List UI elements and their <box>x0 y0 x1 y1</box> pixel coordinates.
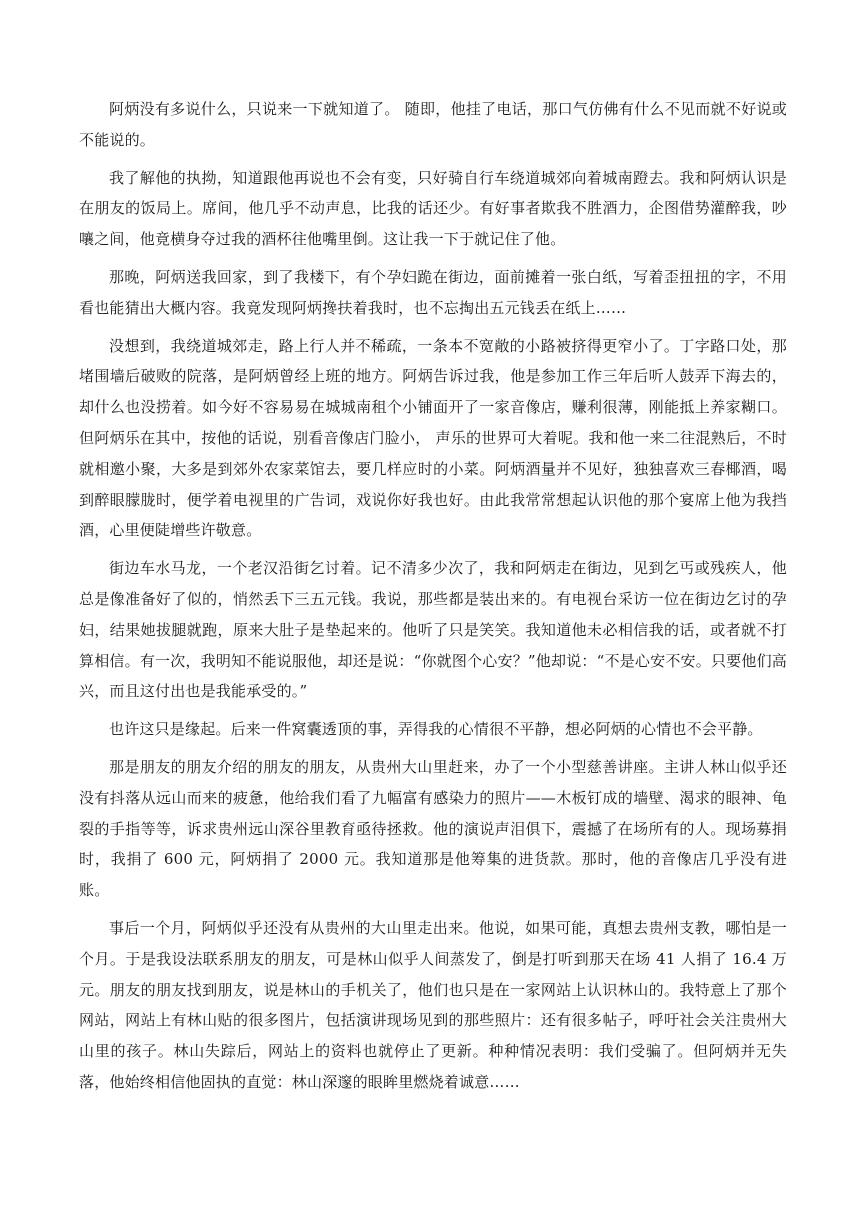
paragraph-6: 也许这只是缘起。后来一件窝囊透顶的事，弄得我的心情很不平静，想必阿炳的心情也不会平静。 <box>109 720 763 739</box>
paragraph-1: 阿炳没有多说什么，只说来一下就知道了。 随即，他挂了电话，那口气仿佛有什么不见而就不好说或不能说的。 <box>79 100 787 149</box>
paragraph-7: 那是朋友的朋友介绍的朋友的朋友，从贵州大山里赶来，办了一个小型慈善讲座。主讲人林山似乎还没有抖落从远山而来的疲惫，他给我们看了九幅富有感染力的照片——木板钉成的墙壁、渴求的眼神、龟裂的手指等等，诉求贵州远山深谷里教育亟待拯救。他的演说声泪俱下，震撼了在场所有的人。现场募捐时，我捐了 600 元，阿炳捐了 2000 元。我知道那是他筹集的进货款。那时，他的音像店几乎没有进账。 <box>79 757 787 900</box>
article-body <box>79 94 787 1105</box>
paragraph-8: 事后一个月，阿炳似乎还没有从贵州的大山里走出来。他说，如果可能，真想去贵州支教，哪怕是一个月。于是我设法联系朋友的朋友，可是林山似乎人间蒸发了，倒是打听到那天在场 41 人捐了 16.4 万元。朋友的朋友找到朋友，说是林山的手机关了，他们也只是在一家网站上认识林山的。我特意上了那个网站，网站上有林山贴的很多图片，包括演讲现场见到的那些照片：还有很多帖子，呼吁社会关注贵州大山里的孩子。林山失踪后，网站上的资料也就停止了更新。种种情况表明：我们受骗了。但阿炳并无失落，他始终相信他固执的直觉：林山深邃的眼眸里燃烧着诚意…… <box>79 918 787 1091</box>
paragraph-5: 街边车水马龙，一个老汉沿街乞讨着。记不清多少次了，我和阿炳走在街边，见到乞丐或残疾人，他总是像准备好了似的，悄然丢下三五元钱。我说，那些都是装出来的。有电视台采访一位在街边乞讨的孕妇，结果她拔腿就跑，原来大肚子是垫起来的。他听了只是笑笑。我知道他未必相信我的话，或者就不打算相信。有一次，我明知不能说服他，却还是说：“你就图个心安？”他却说：“不是心安不安。只要他们高兴，而且这付出也是我能承受的。” <box>79 559 787 701</box>
paragraph-2: 我了解他的执拗，知道跟他再说也不会有变，只好骑自行车绕道城郊向着城南蹬去。我和阿炳认识是在朋友的饭局上。席间，他几乎不动声息，比我的话还少。有好事者欺我不胜酒力，企图借势灌醉我，吵嚷之间，他竟横身夺过我的酒杯往他嘴里倒。这让我一下于就记住了他。 <box>79 168 787 249</box>
paragraph-3: 那晚，阿炳送我回家，到了我楼下，有个孕妇跪在街边，面前摊着一张白纸，写着歪扭扭的字，不用看也能猜出大概内容。我竟发现阿炳搀扶着我时，也不忘掏出五元钱丢在纸上…… <box>79 267 787 317</box>
paragraph-4: 没想到，我绕道城郊走，路上行人并不稀疏，一条本不宽敞的小路被挤得更窄小了。丁字路口处，那堵围墙后破败的院落，是阿炳曾经上班的地方。阿炳告诉过我，他是参加工作三年后听人鼓弄下海去的，却什么也没捞着。如今好不容易易在城城南租个小铺面开了一家音像店，赚利很薄，刚能抵上养家糊口。但阿炳乐在其中，按他的话说，别看音像店门脸小， 声乐的世界可大着呢。我和他一来二往混熟后，不时就相邀小聚，大多是到郊外农家菜馆去，要几样应时的小菜。阿炳酒量并不见好，独独喜欢三春椰酒，喝到醉眼朦胧时，便学着电视里的广告词，戏说你好我也好。由此我常常想起认识他的那个宴席上他为我挡酒，心里便陡增些许敬意。 <box>79 336 787 540</box>
